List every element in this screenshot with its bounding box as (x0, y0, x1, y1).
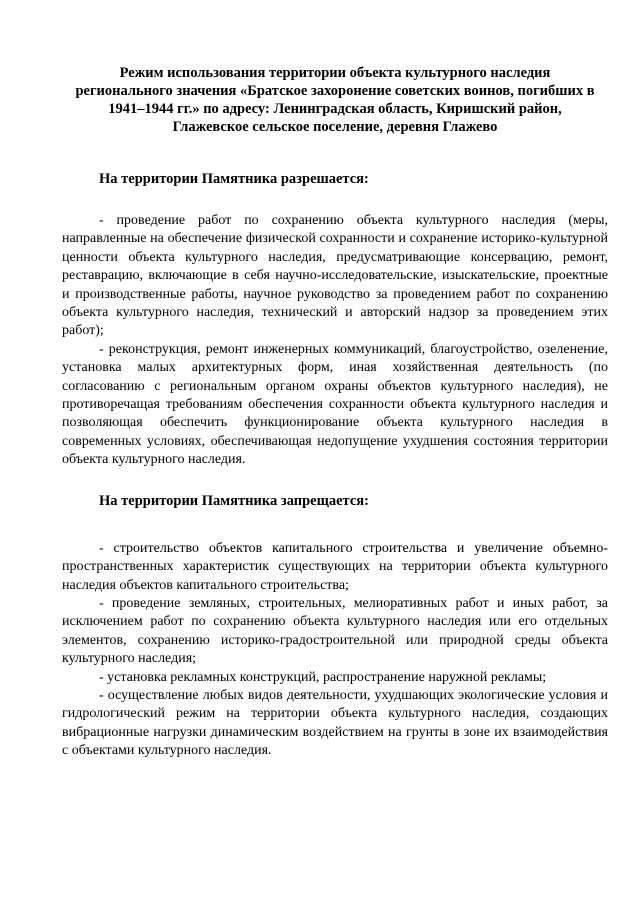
allowed-heading: На территории Памятника разрешается: (99, 171, 369, 187)
forbidden-heading: На территории Памятника запрещается: (99, 492, 369, 509)
allowed-item: - реконструкция, ремонт инженерных коммуникаций, благоустройство, озеленение, установка малых архитектурных форм, иная хозяйственная деятельность (по согласованию с региональным органом охраны объектов культурного наследия), не противоречащая требованиям обеспечения сохранности объекта культурного наследия и позволяющая обеспечить функционирование объекта культурного наследия в современных условиях, обеспечивающая недопущение ухудшения состояния территории объекта культурного наследия. (62, 341, 608, 468)
title-line: регионального значения «Братское захоронение советских воинов, погибших в (75, 83, 595, 99)
title-line: 1941–1944 гг.» по адресу: Ленинградская область, Киришский район, (108, 101, 562, 117)
allowed-section (62, 170, 608, 470)
forbidden-item: - установка рекламных конструкций, распространение наружной рекламы; (99, 669, 547, 685)
forbidden-item: - проведение земляных, строительных, мелиоративных работ и иных работ, за исключением работ по сохранению объекта культурного наследия или его отдельных элементов, сохранению историко-градостроительной или природной среды объекта культурного наследия; (62, 595, 608, 667)
forbidden-section (62, 492, 608, 761)
allowed-item: - проведение работ по сохранению объекта культурного наследия (меры, направленные на обеспечение физической сохранности и сохранение историко-культурной ценности объекта культурного наследия, предусматривающие консервацию, ремонт, реставрацию, включающие в себя научно-исследовательские, изыскательские, проектные и производственные работы, научное руководство за проведением работ по сохранению объекта культурного наследия, технический и авторский надзор за проведением этих работ); (62, 213, 608, 339)
document-title (62, 64, 608, 136)
title-line: Глажевское сельское поселение, деревня Глажево (172, 119, 498, 135)
title-line: Режим использования территории объекта культурного наследия (119, 65, 551, 81)
forbidden-item: - строительство объектов капитального строительства и увеличение объемно-пространственных характеристик существующих на территории объекта культурного наследия объектов капитального строительства; (62, 540, 608, 593)
forbidden-item: - осуществление любых видов деятельности, ухудшающих экологические условия и гидрологический режим на территории объекта культурного наследия, создающих вибрационные нагрузки динамическим воздействием на грунты в зоне их взаимодействия с объектами культурного наследия. (62, 687, 608, 759)
